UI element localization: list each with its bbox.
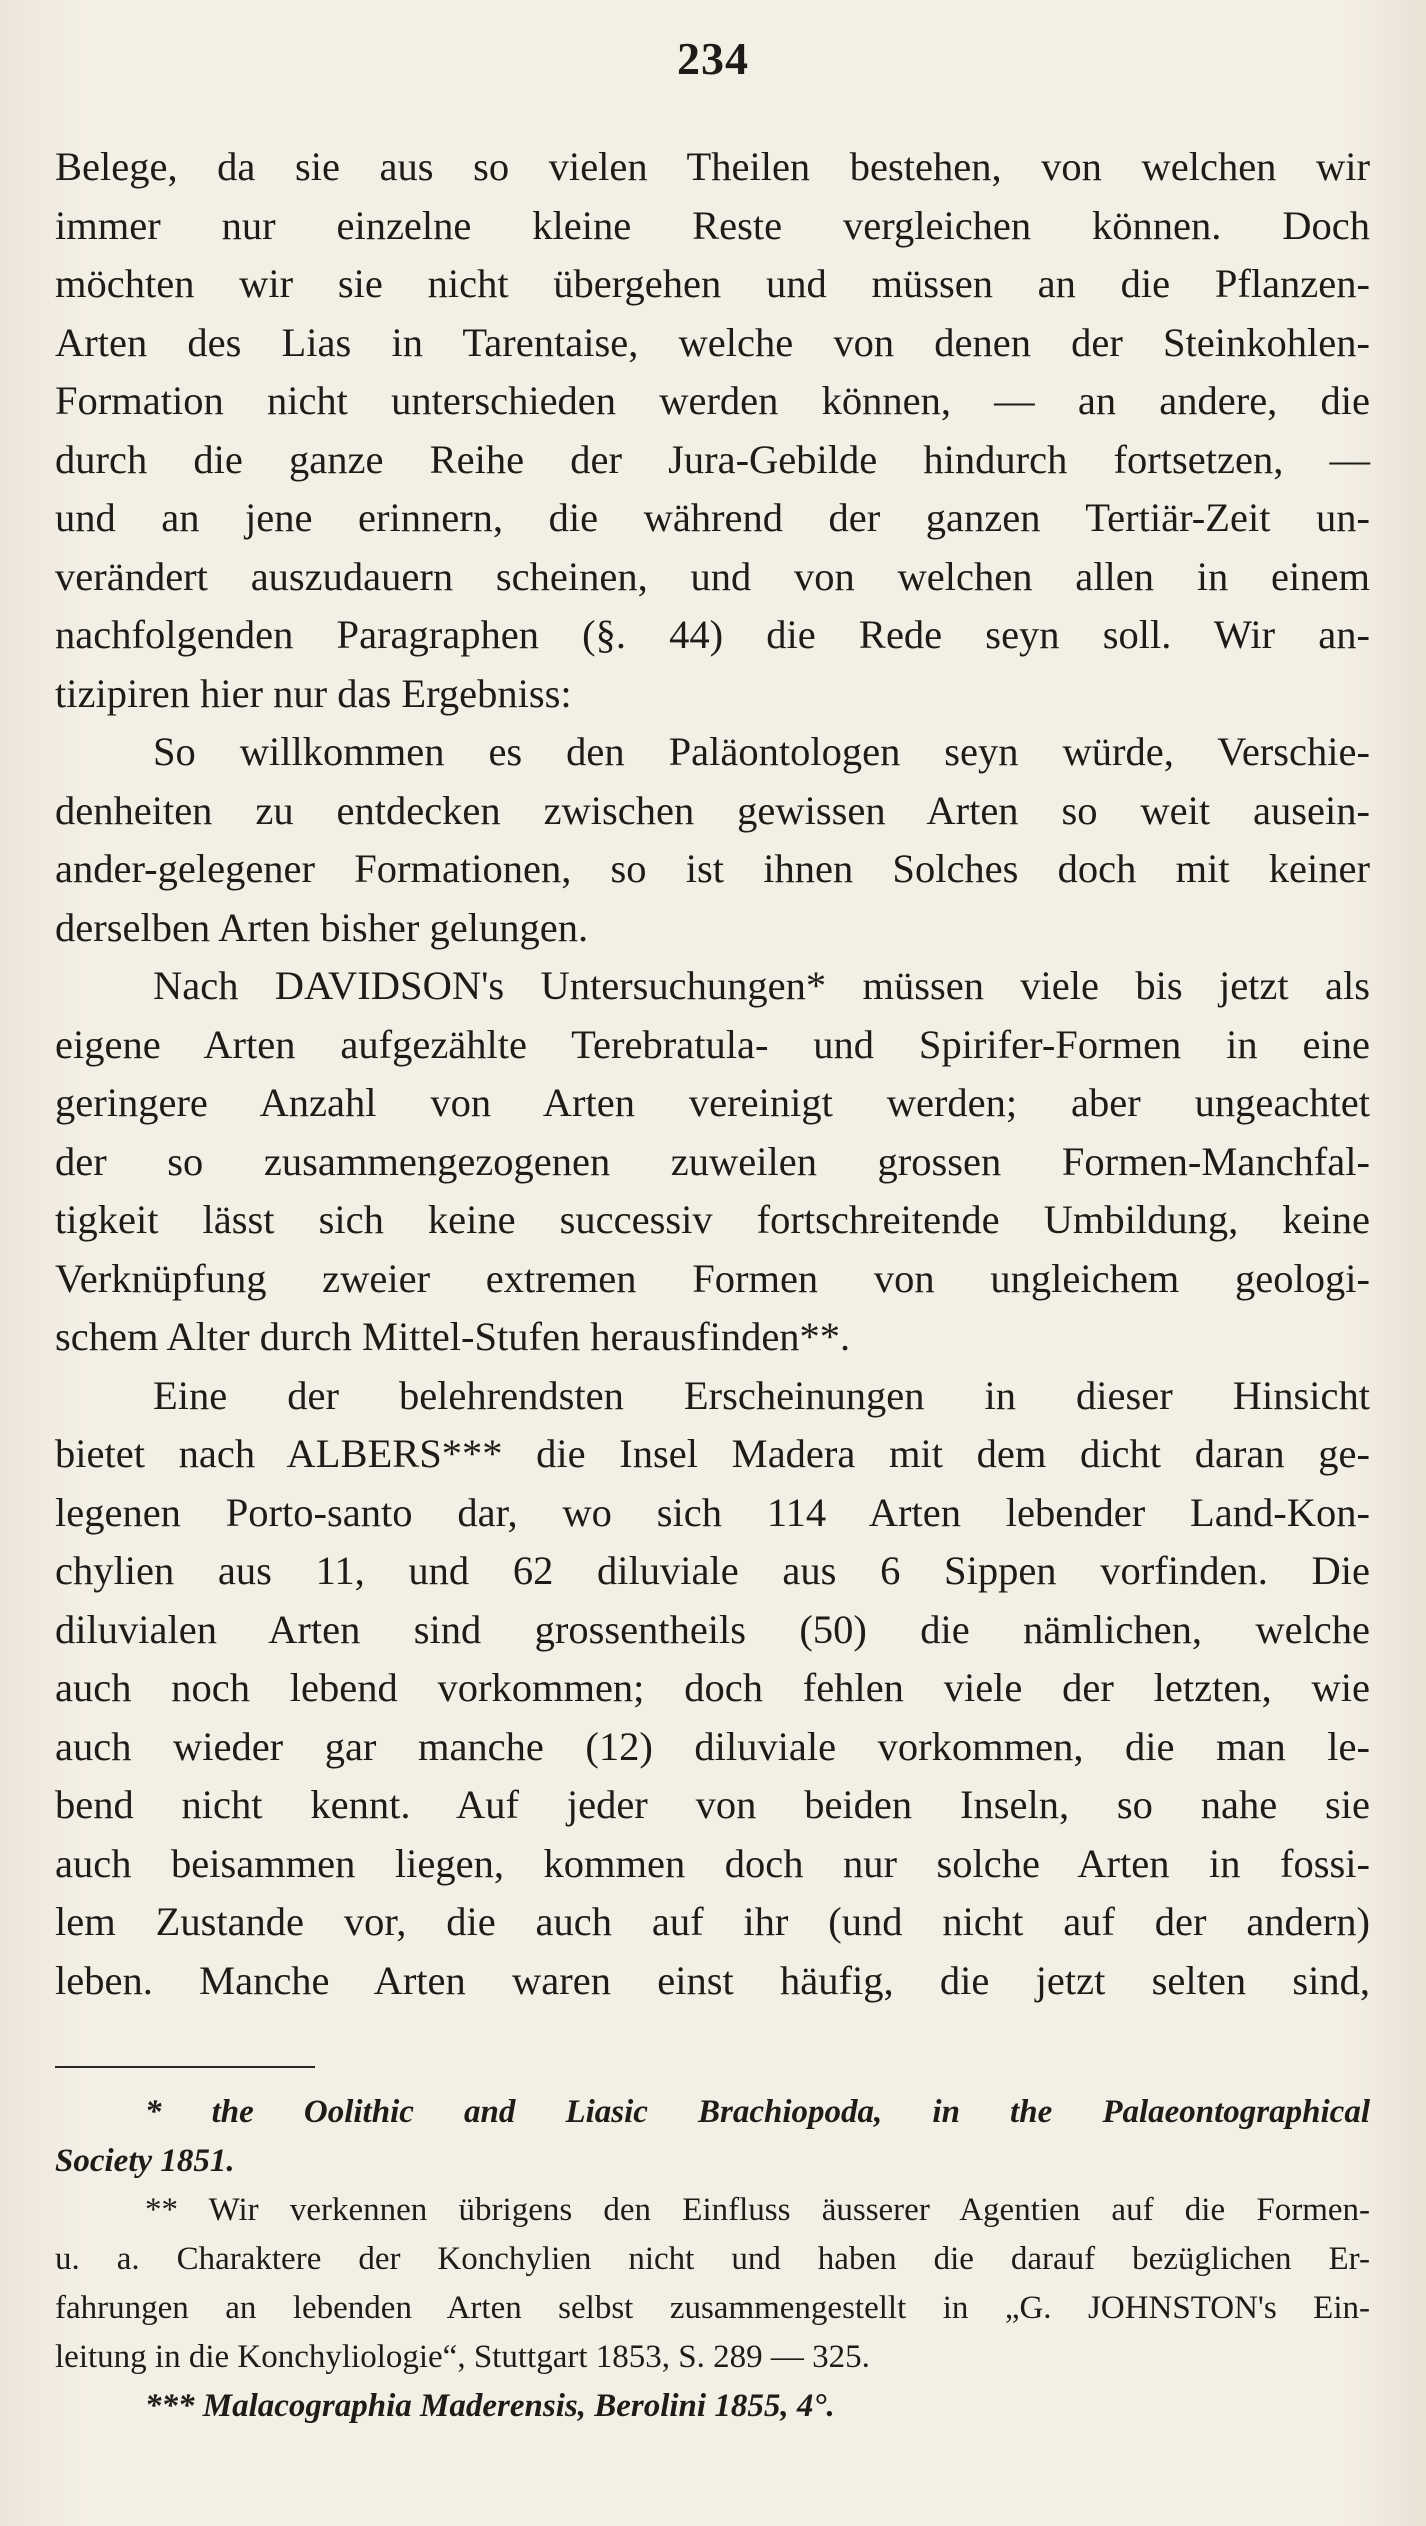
- text-line: So willkommen es den Paläontologen seyn würde, Verschie-: [153, 729, 1370, 774]
- text-line: eigene Arten aufgezählte Terebratula- und Spirifer-Formen in eine: [55, 1021, 1370, 1067]
- page-number: 234: [677, 33, 749, 84]
- footnote-line: Society 1851.: [55, 2143, 235, 2179]
- text-line: Verknüpfung zweier extremen Formen von ungleichem geologi-: [55, 1255, 1370, 1301]
- text-line: auch beisammen liegen, kommen doch nur solche Arten in fossi-: [55, 1840, 1370, 1886]
- text-line: der so zusammengezogenen zuweilen grossen Formen-Manchfal-: [55, 1138, 1370, 1184]
- text-line: legenen Porto-santo dar, wo sich 114 Arten lebender Land-Kon-: [55, 1489, 1370, 1535]
- text-line: bietet nach ALBERS*** die Insel Madera mit dem dicht daran ge-: [55, 1431, 1370, 1476]
- footnote-line: fahrungen an lebenden Arten selbst zusammengestellt in „G. JOHNSTON's Ein-: [55, 2290, 1370, 2326]
- footnote-divider: [55, 2066, 315, 2068]
- text-line: bend nicht kennt. Auf jeder von beiden Inseln, so nahe sie: [55, 1782, 1370, 1827]
- footnote-line: *** Malacographia Maderensis, Berolini 1855, 4°.: [145, 2388, 835, 2424]
- footnote-line: u. a. Charaktere der Konchylien nicht und haben die darauf bezüglichen Er-: [55, 2241, 1370, 2277]
- text-line: lem Zustande vor, die auch auf ihr (und nicht auf der andern): [55, 1899, 1370, 1944]
- text-line: durch die ganze Reihe der Jura-Gebilde hindurch fortsetzen, —: [55, 436, 1370, 482]
- text-line: Belege, da sie aus so vielen Theilen bestehen, von welchen wir: [55, 144, 1370, 189]
- text-line: Eine der belehrendsten Erscheinungen in dieser Hinsicht: [153, 1372, 1370, 1418]
- text-line: leben. Manche Arten waren einst häufig, die jetzt selten sind,: [55, 1957, 1370, 2003]
- text-line: denheiten zu entdecken zwischen gewissen Arten so weit ausein-: [55, 787, 1370, 833]
- text-line: derselben Arten bisher gelungen.: [55, 904, 589, 950]
- text-line: Nach DAVIDSON's Untersuchungen* müssen viele bis jetzt als: [153, 963, 1370, 1008]
- text-line: Arten des Lias in Tarentaise, welche von denen der Steinkohlen-: [55, 319, 1370, 365]
- text-line: geringere Anzahl von Arten vereinigt werden; aber ungeachtet: [55, 1080, 1370, 1125]
- text-line: ander-gelegener Formationen, so ist ihnen Solches doch mit keiner: [55, 846, 1370, 891]
- text-line: diluvialen Arten sind grossentheils (50) die nämlichen, welche: [55, 1606, 1370, 1652]
- body-text: [55, 138, 1370, 2010]
- text-line: tizipiren hier nur das Ergebniss:: [55, 670, 572, 716]
- text-line: tigkeit lässt sich keine successiv fortschreitende Umbildung, keine: [55, 1197, 1370, 1242]
- text-line: auch wieder gar manche (12) diluviale vorkommen, die man le-: [55, 1723, 1370, 1769]
- footnotes: [55, 2088, 1370, 2431]
- text-line: chylien aus 11, und 62 diluviale aus 6 Sippen vorfinden. Die: [55, 1548, 1370, 1593]
- footnote-line: * the Oolithic and Liasic Brachiopoda, in the Palaeontographical: [145, 2094, 1370, 2130]
- text-line: schem Alter durch Mittel-Stufen herausfinden**.: [55, 1314, 851, 1359]
- text-line: auch noch lebend vorkommen; doch fehlen viele der letzten, wie: [55, 1665, 1370, 1710]
- text-line: und an jene erinnern, die während der ganzen Tertiär-Zeit un-: [55, 495, 1370, 540]
- text-line: immer nur einzelne kleine Reste vergleichen können. Doch: [55, 202, 1370, 248]
- text-line: verändert auszudauern scheinen, und von welchen allen in einem: [55, 553, 1370, 599]
- footnote-line: ** Wir verkennen übrigens den Einfluss äusserer Agentien auf die Formen-: [145, 2192, 1370, 2228]
- text-line: möchten wir sie nicht übergehen und müssen an die Pflanzen-: [55, 261, 1370, 306]
- text-line: nachfolgenden Paragraphen (§. 44) die Rede seyn soll. Wir an-: [55, 612, 1370, 657]
- footnote-line: leitung in die Konchyliologie“, Stuttgart 1853, S. 289 — 325.: [55, 2339, 870, 2375]
- text-line: Formation nicht unterschieden werden können, — an andere, die: [55, 378, 1370, 423]
